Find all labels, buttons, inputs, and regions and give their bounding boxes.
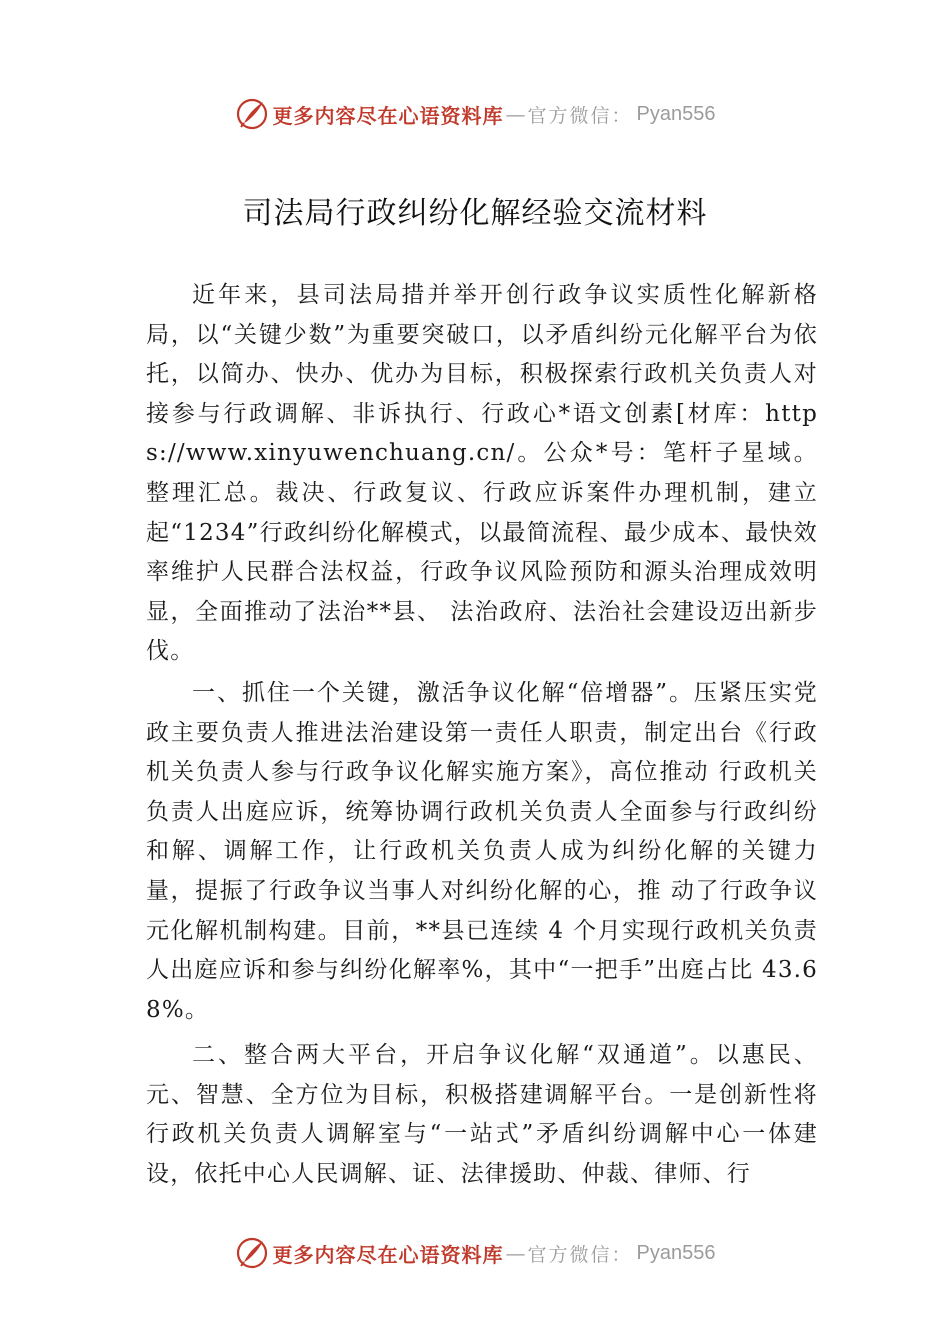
brand-text: 更多内容尽在心语资料库 bbox=[272, 103, 504, 128]
banner-dash: — bbox=[505, 1241, 526, 1265]
paragraph-section-two: 二、整合两大平台，开启争议化解“双通道”。以惠民、元、智慧、全方位为目标，积极搭建调解平台。一是创新性将行政机关负责人调解室与“一站式”矛盾纠纷调解中心一体建设，依托中心人民调解、证、法律援助、仲裁、律师、行 bbox=[146, 1042, 818, 1188]
wechat-id: Pyan556 bbox=[636, 1241, 716, 1264]
brand-text: 更多内容尽在心语资料库 bbox=[272, 1242, 504, 1267]
paragraph-intro: 近年来，县司法局措并举开创行政争议实质性化解新格局，以“关键少数”为重要突破口，以矛盾纠纷元化解平台为依托，以简办、快办、优办为目标，积极探索行政机关负责人对接参与行政调解、非诉执行、行政心*语文创素[材库：https://www.xinyuwenchuang.cn/。公众*号：笔杆子星域。整理汇总。裁决、行政复议、行政应诉案件办理机制，建立起“1234”行政纠纷化解模式，以最简流程、最少成本、最快效率维护人民群合法权益，行政争议风险预防和源头治理成效明显，全面推动了法治**县、 法治政府、法治社会建设迈出新步伐。 bbox=[146, 282, 818, 665]
wechat-label: 官方微信： bbox=[527, 104, 633, 127]
wechat-id: Pyan556 bbox=[636, 102, 716, 125]
paragraph-section-one: 一、抓住一个关键，激活争议化解“倍增器”。压紧压实党政主要负责人推进法治建设第一责任人职责，制定出台《行政机关负责人参与行政争议化解实施方案》，高位推动 行政机关负责人出庭应诉，统筹协调行政机关负责人全面参与行政纠纷和解、调解工作，让行政机关负责人成为纠纷化解的关键力量，提振了行政争议当事人对纠纷化解的心，推 动了行政争议元化解机制构建。目前，**县已连续 4 个月实现行政机关负责人出庭应诉和参与纠纷化解率%，其中“一把手”出庭占比 43.68%。 bbox=[146, 679, 818, 1023]
banner-dash: — bbox=[505, 102, 526, 126]
quill-pen-logo-icon bbox=[235, 97, 269, 131]
document-body bbox=[146, 276, 818, 1195]
document-title: 司法局行政纠纷化解经验交流材料 bbox=[242, 196, 708, 231]
wechat-label: 官方微信： bbox=[527, 1243, 633, 1266]
quill-pen-logo-icon bbox=[235, 1236, 269, 1270]
header-banner bbox=[0, 94, 950, 134]
footer-banner bbox=[0, 1233, 950, 1273]
